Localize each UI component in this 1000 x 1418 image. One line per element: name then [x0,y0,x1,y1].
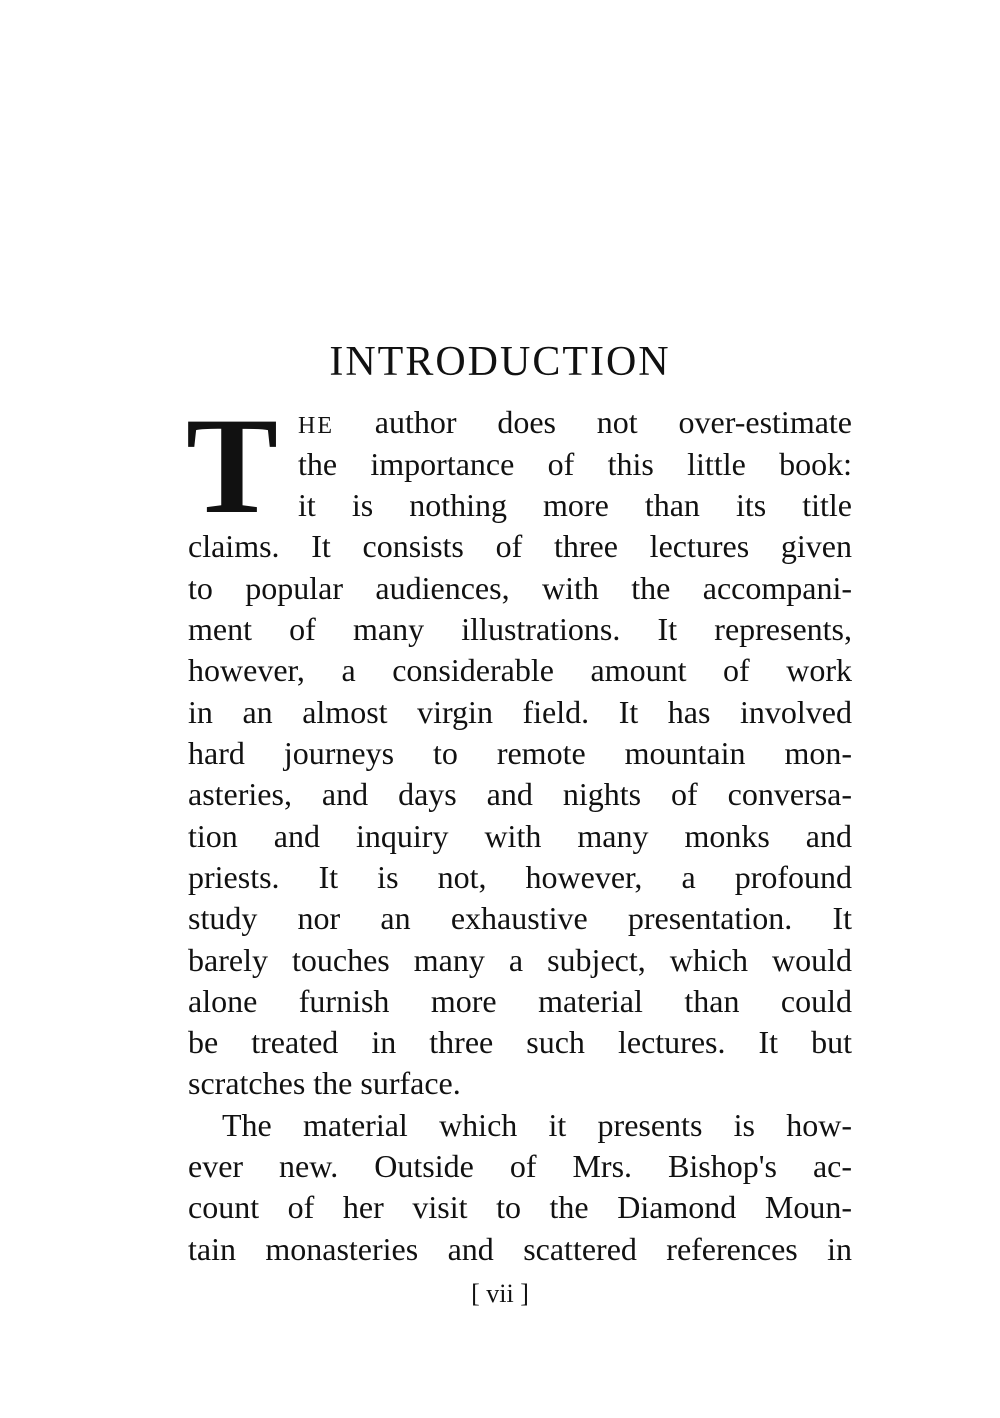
body-line: in an almost virgin field. It has involved [188,694,852,730]
body-line: it is nothing more than its title [298,487,852,523]
body-line: tain monasteries and scattered references in [188,1231,852,1267]
body-line [298,402,852,442]
line-text: author does not over-estimate [334,404,852,440]
body-line: however, a considerable amount of work [188,652,852,688]
body-line: alone furnish more material than could [188,983,852,1019]
body-line: study nor an exhaustive presentation. It [188,900,852,936]
body-line: claims. It consists of three lectures given [188,528,852,564]
body-line: asteries, and days and nights of conversa- [188,776,852,812]
body-line: scratches the surface. [188,1065,461,1101]
body-line: to popular audiences, with the accompani- [188,570,852,606]
body-line: ever new. Outside of Mrs. Bishop's ac- [188,1148,852,1184]
body-line: ment of many illustrations. It represents, [188,611,852,647]
page-number: [ vii ] [471,1279,529,1308]
body-line: priests. It is not, however, a profound [188,859,852,895]
body-line: the importance of this little book: [298,446,852,482]
body-line: The material which it presents is how- [222,1107,852,1143]
body-line: hard journeys to remote mountain mon- [188,735,852,771]
drop-cap-letter: T [186,389,279,542]
chapter-heading: INTRODUCTION [329,339,671,385]
body-line: tion and inquiry with many monks and [188,818,852,854]
body-line: be treated in three such lectures. It but [188,1024,852,1060]
body-line: barely touches many a subject, which would [188,942,852,978]
body-line: count of her visit to the Diamond Moun- [188,1189,852,1225]
small-caps-lead: HE [298,413,334,439]
